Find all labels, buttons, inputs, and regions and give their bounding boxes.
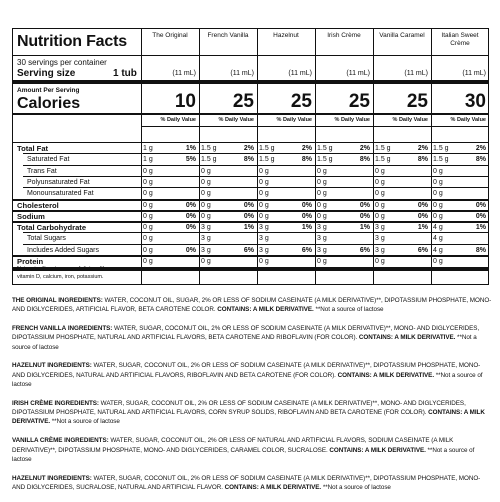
ingredient-note: **Not a source of lactose (315, 306, 384, 314)
ingredient-note: **Not a source of lactose (322, 483, 391, 491)
ingredient-label: INGREDIENTS: (47, 474, 92, 482)
ingredient-contains: CONTAINS: A MILK DERIVATIVE. (12, 409, 485, 426)
nutrient-amount: 0 g (143, 212, 153, 220)
nutrient-amount: 0 g (375, 212, 385, 220)
rule-above-footnote (13, 267, 488, 271)
nutrient-amount: 1.5 g (201, 156, 217, 164)
nutrient-amount: 0 g (375, 258, 385, 265)
ingredient-label: INGREDIENTS: (54, 399, 99, 407)
nutrient-amount: 0 g (143, 246, 153, 254)
ingredient-list: WATER, SUGAR, COCONUT OIL, 2% OR LESS OF NATURAL AND ARTIFICIAL FLAVORS, SODIUM CASEINATE (A MILK DERIVATIVE)**, DIPOTASSIUM PHOSPHATE, MONO- AND DIGLYCERIDES, CARAMEL COLOR, SUCRALOSE. (12, 437, 454, 454)
servings-per-container: 30 servings per container (17, 58, 107, 67)
ingredient-flavor-name: IRISH CRÈME (12, 399, 53, 407)
daily-value-header: % Daily Value (334, 117, 370, 123)
daily-value-header: % Daily Value (160, 117, 196, 123)
nutrient-amount: 1.5 g (375, 145, 391, 152)
ingredient-label: INGREDIENTS: (47, 362, 92, 370)
nutrient-daily-value: 0% (185, 212, 196, 220)
nutrient-daily-value: 2% (417, 145, 428, 152)
flavor-name: Hazelnut (273, 32, 299, 39)
nutrient-amount: 3 g (317, 224, 327, 232)
nutrient-label: Includes Added Sugars (27, 246, 99, 254)
nutrient-amount: 0 g (259, 190, 269, 198)
ingredient-label: INGREDIENTS: (58, 297, 103, 304)
ingredient-contains: CONTAINS: A MILK DERIVATIVE. (224, 483, 322, 491)
ingredient-note: **Not a source of lactose (12, 334, 477, 351)
panel-title: Nutrition Facts (17, 33, 127, 50)
calories-value: 25 (232, 91, 254, 112)
ingredient-contains: CONTAINS: A MILK DERIVATIVE. (217, 306, 314, 314)
nutrient-label: Trans Fat (27, 167, 57, 175)
nutrient-row-rule (23, 153, 488, 154)
ingredients-section (12, 296, 492, 502)
nutrient-amount: 3 g (259, 235, 269, 243)
nutrient-label: Saturated Fat (27, 156, 70, 164)
nutrient-daily-value: 8% (475, 246, 486, 254)
nutrient-row-rule (23, 244, 488, 245)
nutrient-amount: 3 g (375, 235, 385, 243)
nutrient-amount: 0 g (259, 178, 269, 186)
ingredient-list: WATER, SUGAR, COCONUT OIL, 2% OR LESS OF SODIUM CASEINATE (A MILK DERIVATIVE)**, MONO- AND DIGLYCERIDES, DIPOTASSIUM PHOSPHATE, NATURAL AND ARTIFICIAL FLAVORS, CORN SYRUP SOLIDS, RIBOFLAVIN AND BETA CAROTENE (FOR COLOR). (12, 399, 466, 417)
rule-under-dv-header (141, 126, 488, 127)
nutrient-amount: 0 g (375, 201, 385, 209)
rule-under-calories (13, 113, 488, 115)
calories-value: 25 (406, 91, 428, 112)
nutrient-amount: 0 g (375, 167, 385, 175)
nutrient-amount: 0 g (201, 167, 211, 175)
ingredient-note: **Not a source of lactose (12, 446, 475, 463)
flavor-name: French Vanilla (207, 32, 249, 39)
nutrient-amount: 4 g (433, 224, 443, 232)
footnote-line-1: Not a significant source of dietary fiber, (17, 266, 112, 272)
ingredient-statement (12, 436, 492, 464)
ingredient-list: WATER, SUGAR, COCONUT OIL, 2% OR LESS OF SODIUM CASEINATE (A MILK DERIVATIVE)**, DIPOTASSIUM PHOSPHATE, MONO- AND DIGLYCERIDES, SUCRALOSE, NATURAL AND ARTIFICIAL FLAVOR. (12, 474, 481, 491)
nutrient-daily-value: 8% (301, 156, 312, 164)
flavor-name: Irish Crème (327, 32, 361, 39)
nutrient-daily-value: 1% (243, 224, 254, 232)
nutrient-amount: 0 g (317, 258, 327, 265)
nutrient-amount: 1.5 g (317, 145, 333, 152)
nutrient-label: Total Fat (17, 144, 49, 153)
flavor-name: Vanilla Caramel (379, 32, 425, 39)
nutrient-amount: 0 g (201, 190, 211, 198)
nutrient-amount: 3 g (201, 224, 211, 232)
ingredient-note: **Not a source of lactose (12, 371, 483, 389)
nutrient-amount: 3 g (259, 246, 269, 254)
nutrient-amount: 0 g (201, 201, 211, 209)
nutrient-row-rule (23, 232, 488, 233)
nutrient-amount: 0 g (433, 201, 443, 209)
nutrient-amount: 3 g (375, 246, 385, 254)
nutrient-amount: 1.5 g (433, 145, 449, 152)
nutrient-amount: 1.5 g (259, 145, 275, 152)
nutrient-label: Cholesterol (17, 200, 59, 210)
nutrient-amount: 4 g (433, 235, 443, 243)
serving-size-value: 1 tub (113, 68, 137, 79)
ingredient-statement (12, 296, 492, 315)
nutrient-daily-value: 5% (185, 156, 196, 164)
nutrient-daily-value: 0% (417, 212, 428, 220)
nutrient-daily-value: 0% (243, 201, 254, 209)
ingredient-statement (12, 474, 492, 493)
nutrient-daily-value: 0% (185, 201, 196, 209)
nutrient-row-rule (23, 165, 488, 166)
serving-ml: (11 mL) (230, 70, 254, 77)
nutrient-row-rule (13, 210, 488, 212)
footnote-line-2: vitamin D, calcium, iron, potassium. (17, 274, 104, 280)
nutrient-amount: 0 g (375, 178, 385, 186)
nutrient-amount: 0 g (143, 224, 153, 232)
ingredient-statement (12, 361, 492, 389)
nutrient-amount: 0 g (201, 178, 211, 186)
nutrient-daily-value: 2% (475, 145, 486, 152)
nutrient-amount: 3 g (317, 235, 327, 243)
flavor-name: The Original (152, 32, 188, 39)
nutrient-daily-value: 0% (475, 212, 486, 220)
nutrient-daily-value: 6% (301, 246, 312, 254)
nutrient-daily-value: 0% (475, 201, 486, 209)
nutrient-amount: 0 g (259, 167, 269, 175)
nutrient-daily-value: 1% (475, 224, 486, 232)
ingredient-flavor-name: HAZELNUT (12, 362, 46, 370)
nutrient-label: Sodium (17, 211, 45, 221)
nutrient-amount: 3 g (259, 224, 269, 232)
nutrient-amount: 0 g (433, 167, 443, 175)
nutrient-daily-value: 1% (301, 224, 312, 232)
nutrient-daily-value: 0% (185, 224, 196, 232)
nutrient-amount: 0 g (143, 167, 153, 175)
nutrient-amount: 0 g (317, 201, 327, 209)
calories-value: 30 (464, 91, 486, 112)
serving-ml: (11 mL) (172, 70, 196, 77)
nutrient-daily-value: 0% (301, 201, 312, 209)
flavor-name: Italian Sweet (441, 32, 479, 39)
nutrient-daily-value: 0% (185, 246, 196, 254)
ingredient-statement (12, 324, 492, 352)
nutrient-daily-value: 6% (417, 246, 428, 254)
ingredient-note: **Not a source of lactose (51, 418, 120, 426)
nutrient-label: Total Sugars (27, 235, 66, 243)
nutrient-daily-value: 1% (185, 145, 196, 152)
nutrient-amount: 0 g (433, 212, 443, 220)
nutrient-amount: 0 g (259, 212, 269, 220)
nutrient-amount: 0 g (143, 258, 153, 265)
nutrient-daily-value: 0% (243, 212, 254, 220)
nutrient-daily-value: 8% (475, 156, 486, 164)
nutrient-daily-value: 0% (417, 201, 428, 209)
ingredient-contains: CONTAINS: A MILK DERIVATIVE. (337, 371, 435, 379)
serving-ml: (11 mL) (462, 70, 486, 77)
ingredient-flavor-name: THE ORIGINAL (12, 297, 57, 304)
calories-value: 25 (290, 91, 312, 112)
serving-size-label: Serving size (17, 68, 76, 79)
daily-value-header: % Daily Value (276, 117, 312, 123)
nutrient-row-rule (13, 142, 488, 143)
nutrient-row-rule (13, 255, 488, 257)
calories-value: 10 (174, 91, 196, 112)
nutrient-daily-value: 8% (243, 156, 254, 164)
nutrition-facts-panel (12, 28, 489, 285)
ingredient-flavor-name: FRENCH VANILLA (12, 325, 67, 333)
daily-value-header: % Daily Value (450, 117, 486, 123)
nutrient-amount: 1 g (143, 145, 153, 152)
nutrient-amount: 0 g (143, 235, 153, 243)
ingredient-flavor-name: VANILLA CRÈME (12, 437, 63, 445)
daily-value-header: % Daily Value (218, 117, 254, 123)
nutrient-label: Monounsaturated Fat (27, 190, 94, 198)
serving-ml: (11 mL) (288, 70, 312, 77)
nutrient-daily-value: 8% (417, 156, 428, 164)
ingredient-label: INGREDIENTS: (67, 325, 113, 333)
nutrient-amount: 0 g (433, 178, 443, 186)
ingredient-label: INGREDIENTS: (64, 437, 109, 445)
nutrient-amount: 1.5 g (317, 156, 333, 164)
nutrient-daily-value: 1% (417, 224, 428, 232)
nutrient-amount: 0 g (433, 190, 443, 198)
nutrient-daily-value: 6% (359, 246, 370, 254)
calories-label: Calories (17, 95, 81, 112)
nutrient-amount: 0 g (201, 258, 211, 265)
nutrient-amount: 0 g (375, 190, 385, 198)
ingredient-contains: CONTAINS: A MILK DERIVATIVE. (329, 446, 426, 454)
nutrient-amount: 1.5 g (433, 156, 449, 164)
amount-per-serving: Amount Per Serving (17, 87, 80, 94)
nutrient-daily-value: 8% (359, 156, 370, 164)
nutrient-daily-value: 0% (359, 212, 370, 220)
serving-ml: (11 mL) (404, 70, 428, 77)
nutrient-label: Total Carbohydrate (17, 223, 87, 233)
nutrient-row-rule (13, 199, 488, 201)
nutrient-daily-value: 2% (359, 145, 370, 152)
nutrient-daily-value: 2% (243, 145, 254, 152)
nutrient-amount: 3 g (317, 246, 327, 254)
ingredient-contains: CONTAINS: A MILK DERIVATIVE. (358, 334, 456, 342)
ingredient-flavor-name: HAZELNUT (12, 474, 46, 482)
nutrient-amount: 3 g (375, 224, 385, 232)
nutrient-daily-value: 6% (243, 246, 254, 254)
nutrient-amount: 0 g (201, 212, 211, 220)
nutrient-daily-value: 2% (301, 145, 312, 152)
nutrient-amount: 1 g (143, 156, 153, 164)
nutrient-amount: 0 g (143, 201, 153, 209)
nutrient-amount: 1.5 g (259, 156, 275, 164)
nutrient-amount: 0 g (317, 178, 327, 186)
ingredient-statement (12, 399, 492, 427)
nutrient-amount: 0 g (143, 178, 153, 186)
rule-under-serving-size (13, 80, 488, 84)
nutrient-label: Protein (17, 257, 44, 266)
nutrient-amount: 3 g (201, 246, 211, 254)
nutrient-amount: 0 g (317, 212, 327, 220)
nutrient-daily-value: 0% (359, 201, 370, 209)
ingredient-list: WATER, COCONUT OIL, SUGAR, 2% OR LESS OF SODIUM CASEINATE (A MILK DERIVATIVE)**, DIPOTASSIUM PHOSPHATE, MONO- AND DIGLYCERIDES, ARTIFICIAL FLAVOR, BETA CAROTENE COLOR. (12, 297, 492, 314)
nutrient-amount: 3 g (201, 235, 211, 243)
daily-value-header: % Daily Value (392, 117, 428, 123)
flavor-name-line-2: Crème (450, 40, 470, 47)
nutrient-amount: 1.5 g (201, 145, 217, 152)
serving-ml: (11 mL) (346, 70, 370, 77)
nutrient-row-rule (23, 176, 488, 177)
nutrient-label: Polyunsaturated Fat (27, 178, 90, 186)
nutrient-daily-value: 0% (301, 212, 312, 220)
rule-under-title (13, 55, 488, 56)
nutrient-amount: 0 g (259, 201, 269, 209)
nutrient-amount: 0 g (143, 190, 153, 198)
nutrient-amount: 0 g (317, 167, 327, 175)
nutrient-amount: 1.5 g (375, 156, 391, 164)
ingredient-list: WATER, SUGAR, COCONUT OIL, 2% OR LESS OF SODIUM CASEINATE (A MILK DERIVATIVE)**, DIPOTASSIUM PHOSPHATE, MONO- AND DIGLYCERIDES, NATURAL AND ARTIFICIAL FLAVORS, RIBOFLAVIN AND BETA CAROTENE (FOR COLOR). (12, 362, 481, 379)
nutrient-daily-value: 1% (359, 224, 370, 232)
calories-value: 25 (348, 91, 370, 112)
ingredient-list: WATER, SUGAR, COCONUT OIL, 2% OR LESS OF SODIUM CASEINATE (A MILK DERIVATIVE)**, MONO- AND DIGLYCERIDES, DIPOTASSIUM PHOSPHATE, NATURAL AND ARTIFICIAL FLAVORS, BETA CAROTENE AND RIBOFLAVIN (FOR COLOR). (12, 325, 480, 342)
nutrient-amount: 0 g (433, 258, 443, 265)
nutrient-amount: 4 g (433, 246, 443, 254)
nutrient-amount: 0 g (259, 258, 269, 265)
nutrient-amount: 0 g (317, 190, 327, 198)
nutrient-row-rule (23, 187, 488, 188)
